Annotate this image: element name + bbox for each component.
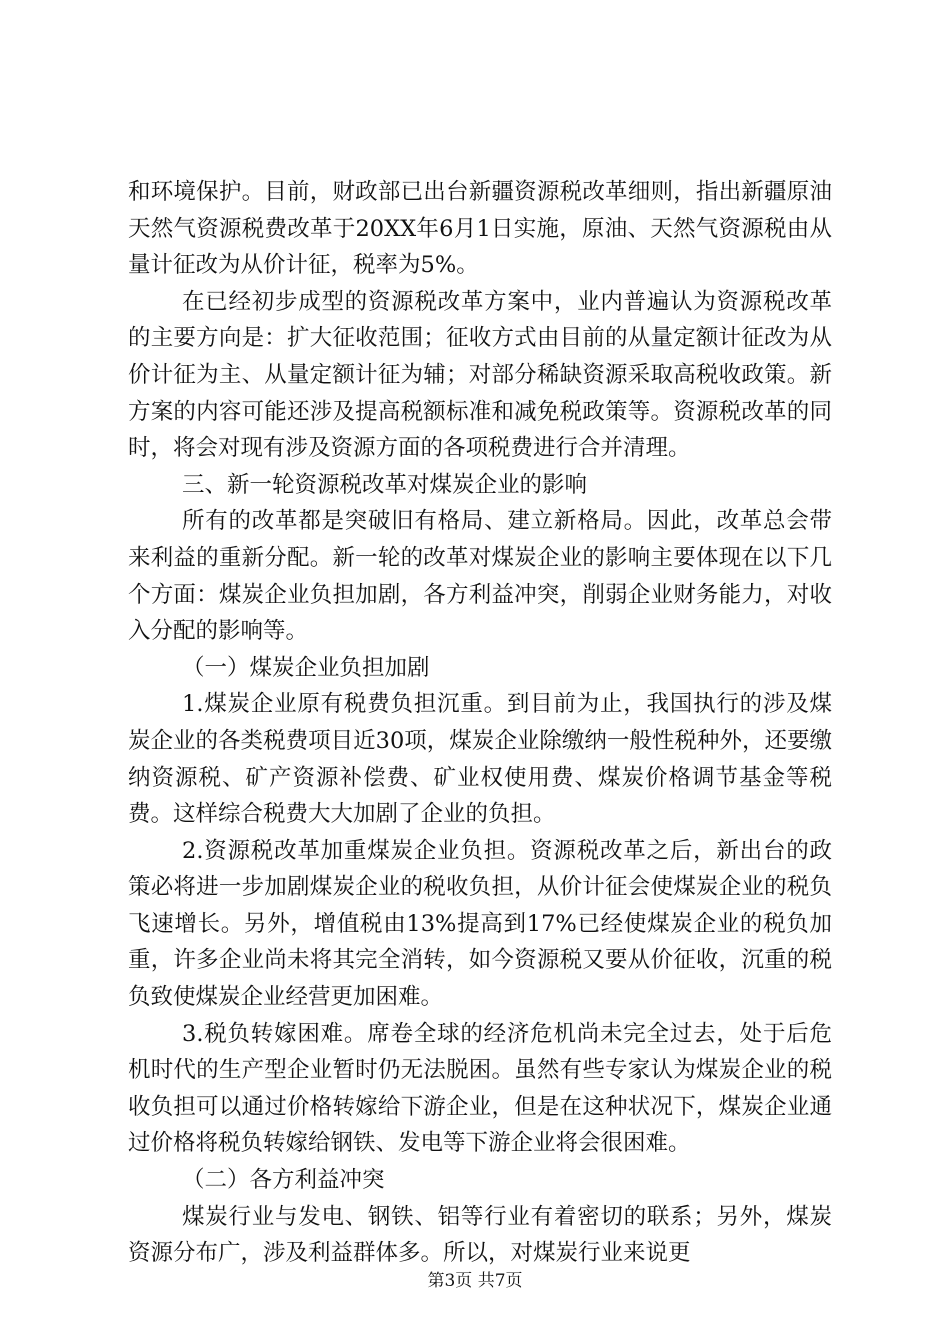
section-heading-3: 三、新一轮资源税改革对煤炭企业的影响	[182, 471, 588, 498]
paragraph-2: 在已经初步成型的资源税改革方案中，业内普遍认为资源税改革的主要方向是：扩大征收范围；征收方式由目前的从量定额计征改为从价计征为主、从量定额计征为辅；对部分稀缺资源采取高税收政策。新方案的内容可能还涉及提高税额标准和减免税政策等。资源税改革的同时，将会对现有涉及资源方面的各项税费进行合并清理。	[128, 288, 832, 462]
paragraph-item-2: 2.资源税改革加重煤炭企业负担。资源税改革之后，新出台的政策必将进一步加剧煤炭企业的税收负担，从价计征会使煤炭企业的税负飞速增长。另外，增值税由13%提高到17%已经使煤炭企业的税负加重，许多企业尚未将其完全消转，如今资源税又要从价征收，沉重的税负致使煤炭企业经营更加困难。	[128, 837, 832, 1011]
subheading-1: （一）煤炭企业负担加剧	[182, 654, 430, 681]
paragraph-4: 所有的改革都是突破旧有格局、建立新格局。因此，改革总会带来利益的重新分配。新一轮的改革对煤炭企业的影响主要体现在以下几个方面：煤炭企业负担加剧，各方利益冲突，削弱企业财务能力，对收入分配的影响等。	[128, 508, 832, 645]
paragraph-1: 和环境保护。目前，财政部已出台新疆资源税改革细则，指出新疆原油天然气资源税费改革于20XX年6月1日实施，原油、天然气资源税由从量计征改为从价计征，税率为5%。	[128, 179, 832, 279]
subheading-2: （二）各方利益冲突	[182, 1167, 385, 1194]
paragraph-last: 煤炭行业与发电、钢铁、铝等行业有着密切的联系；另外，煤炭资源分布广，涉及利益群体多。所以，对煤炭行业来说更	[128, 1203, 832, 1267]
paragraph-item-1: 1.煤炭企业原有税费负担沉重。到目前为止，我国执行的涉及煤炭企业的各类税费项目近30项，煤炭企业除缴纳一般性税种外，还要缴纳资源税、矿产资源补偿费、矿业权使用费、煤炭价格调节基金等税费。这样综合税费大大加剧了企业的负担。	[128, 691, 832, 828]
paragraph-item-3: 3.税负转嫁困难。席卷全球的经济危机尚未完全过去，处于后危机时代的生产型企业暂时仍无法脱困。虽然有些专家认为煤炭企业的税收负担可以通过价格转嫁给下游企业，但是在这种状况下，煤炭企业通过价格将税负转嫁给钢铁、发电等下游企业将会很困难。	[128, 1020, 832, 1157]
page-footer: 第3页 共7页	[427, 1271, 523, 1291]
document-body	[128, 174, 832, 1272]
